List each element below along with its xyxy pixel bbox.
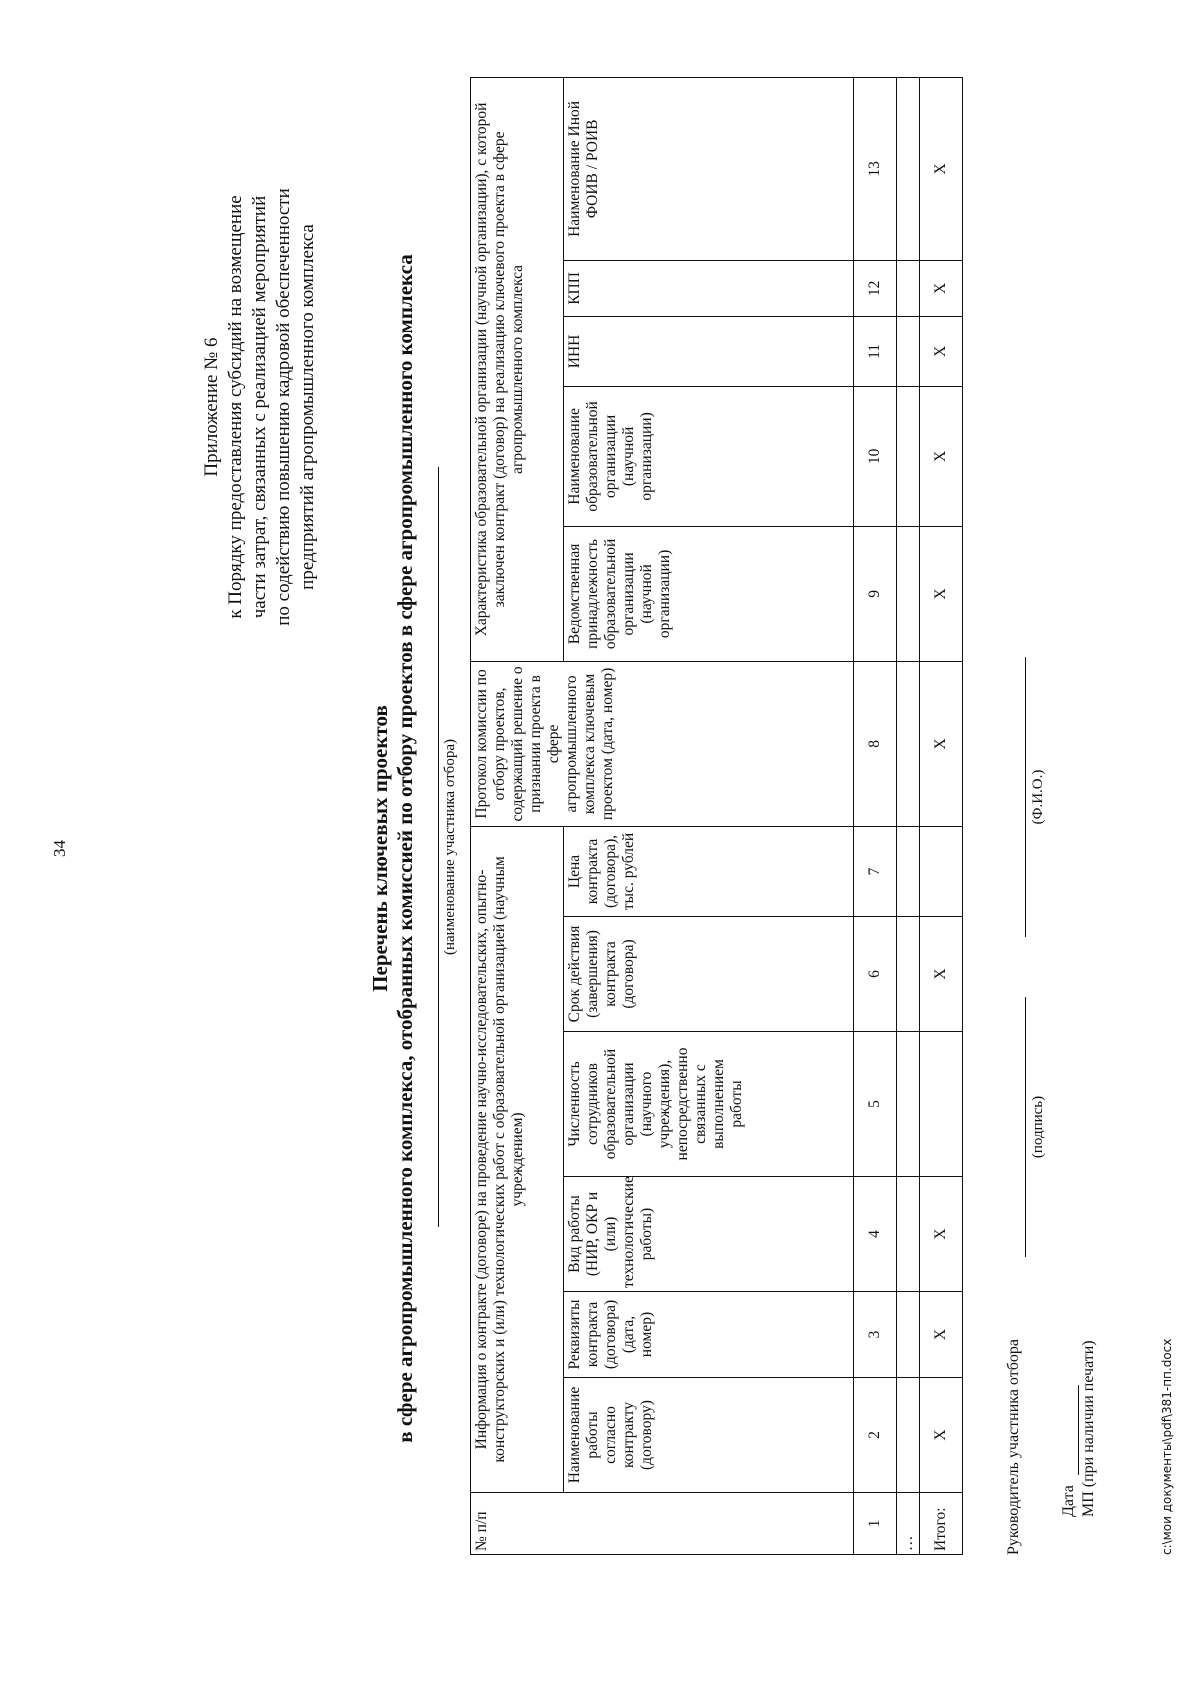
column-number: 1	[854, 1493, 897, 1555]
participant-name-line	[438, 467, 439, 1227]
appendix-line: по содействию повышению кадровой обеспеченности	[273, 188, 294, 626]
header-cell: Срок действия (завершения) контракта (договора)	[564, 917, 854, 1032]
date-label: Дата	[1060, 1485, 1077, 1517]
appendix-line: к Порядку предоставления субсидий на возмещение	[225, 195, 246, 619]
header-cell: № п/п	[471, 1493, 854, 1555]
table-cell: X	[920, 661, 963, 826]
table-cell: Итого:	[920, 1493, 963, 1555]
table-cell: X	[920, 917, 963, 1032]
head-label: Руководитель участника отбора	[1005, 1339, 1022, 1555]
table-row-total	[920, 77, 963, 1554]
table-cell	[897, 661, 920, 826]
signature-line	[1025, 997, 1026, 1257]
table-cell: X	[920, 386, 963, 526]
column-number: 8	[854, 661, 897, 826]
table-cell	[897, 526, 920, 661]
signature-caption: (подпись)	[1030, 1095, 1046, 1159]
column-number: 7	[854, 826, 897, 916]
header-cell: Ведомственная принадлежность образовательной организации (научной организации)	[564, 526, 854, 661]
header-cell: Протокол комиссии по отбору проектов, содержащий решение о признании проекта в сфере агропромышленного комплекса ключевым проектом (дата, номер)	[471, 661, 854, 826]
column-number: 13	[854, 77, 897, 260]
table-cell: X	[920, 526, 963, 661]
header-cell: Вид работы (НИР, ОКР и (или) технологические работы)	[564, 1177, 854, 1292]
table-cell: X	[920, 260, 963, 316]
header-cell: Наименование работы согласно контракту (договору)	[564, 1378, 854, 1493]
table-cell	[897, 917, 920, 1032]
header-cell: ИНН	[564, 316, 854, 386]
column-number: 9	[854, 526, 897, 661]
header-cell: КПП	[564, 260, 854, 316]
table-cell	[897, 260, 920, 316]
table-cell	[897, 316, 920, 386]
column-number: 10	[854, 386, 897, 526]
header-cell: Реквизиты контракта (договора) (дата, номер)	[564, 1292, 854, 1378]
header-cell: Наименование образовательной организации (научной организации)	[564, 386, 854, 526]
table-cell: X	[920, 1177, 963, 1292]
date-line	[1078, 1385, 1079, 1475]
table-cell: …	[897, 1493, 920, 1555]
header-group-cell: Характеристика образовательной организации (научной организации), с которой заключен контракт (договор) на реализацию ключевого проекта в сфере агропромышленного комплекса	[471, 77, 564, 661]
document-title-line1: Перечень ключевых проектов	[368, 705, 392, 992]
header-cell: Цена контракта (договора), тыс. рублей	[564, 826, 854, 916]
table-cell	[897, 1177, 920, 1292]
column-number-row	[854, 77, 897, 1554]
fio-line	[1025, 657, 1026, 937]
column-number: 6	[854, 917, 897, 1032]
appendix-title: Приложение № 6	[201, 337, 222, 477]
header-group-cell: Информация о контракте (договоре) на проведение научно-исследовательских, опытно-конструкторских и (или) технологических работ с образовательной организацией (научным учреждением)	[471, 826, 564, 1492]
table-cell: X	[920, 1292, 963, 1378]
column-number: 12	[854, 260, 897, 316]
table-cell: X	[920, 77, 963, 260]
header-cell: Наименование Иной ФОИВ / РОИВ	[564, 77, 854, 260]
table-cell	[920, 1032, 963, 1177]
table-cell: X	[920, 316, 963, 386]
table-cell	[897, 1032, 920, 1177]
document-title-line2: в сфере агропромышленного комплекса, отобранных комиссией по отбору проектов в сфере агропромышленного комплекса	[393, 254, 417, 1443]
column-number: 3	[854, 1292, 897, 1378]
stamp-label: МП (при наличии печати)	[1080, 1340, 1097, 1517]
table-row	[897, 77, 920, 1554]
participant-caption: (наименование участника отбора)	[442, 739, 458, 955]
appendix-line: предприятий агропромышленного комплекса	[297, 224, 318, 590]
table-cell	[897, 826, 920, 916]
projects-table	[470, 77, 963, 1555]
appendix-block	[200, 187, 320, 627]
table-cell	[897, 77, 920, 260]
column-number: 2	[854, 1378, 897, 1493]
table-cell	[897, 1292, 920, 1378]
page-number: 34	[50, 840, 69, 857]
table-cell	[920, 826, 963, 916]
column-number: 5	[854, 1032, 897, 1177]
table-cell	[897, 386, 920, 526]
table-cell: X	[920, 1378, 963, 1493]
fio-caption: (Ф.И.О.)	[1030, 769, 1046, 825]
file-path: c:\мои документы\pdf\381-пп.docx	[1160, 1338, 1174, 1555]
header-cell: Численность сотрудников образовательной организации (научного учреждения), непосредственно связанных с выполнением работы	[564, 1032, 854, 1177]
column-number: 4	[854, 1177, 897, 1292]
table-header-row	[471, 77, 564, 1554]
column-number: 11	[854, 316, 897, 386]
appendix-line: части затрат, связанных с реализацией мероприятий	[249, 195, 270, 619]
table-cell	[897, 1378, 920, 1493]
